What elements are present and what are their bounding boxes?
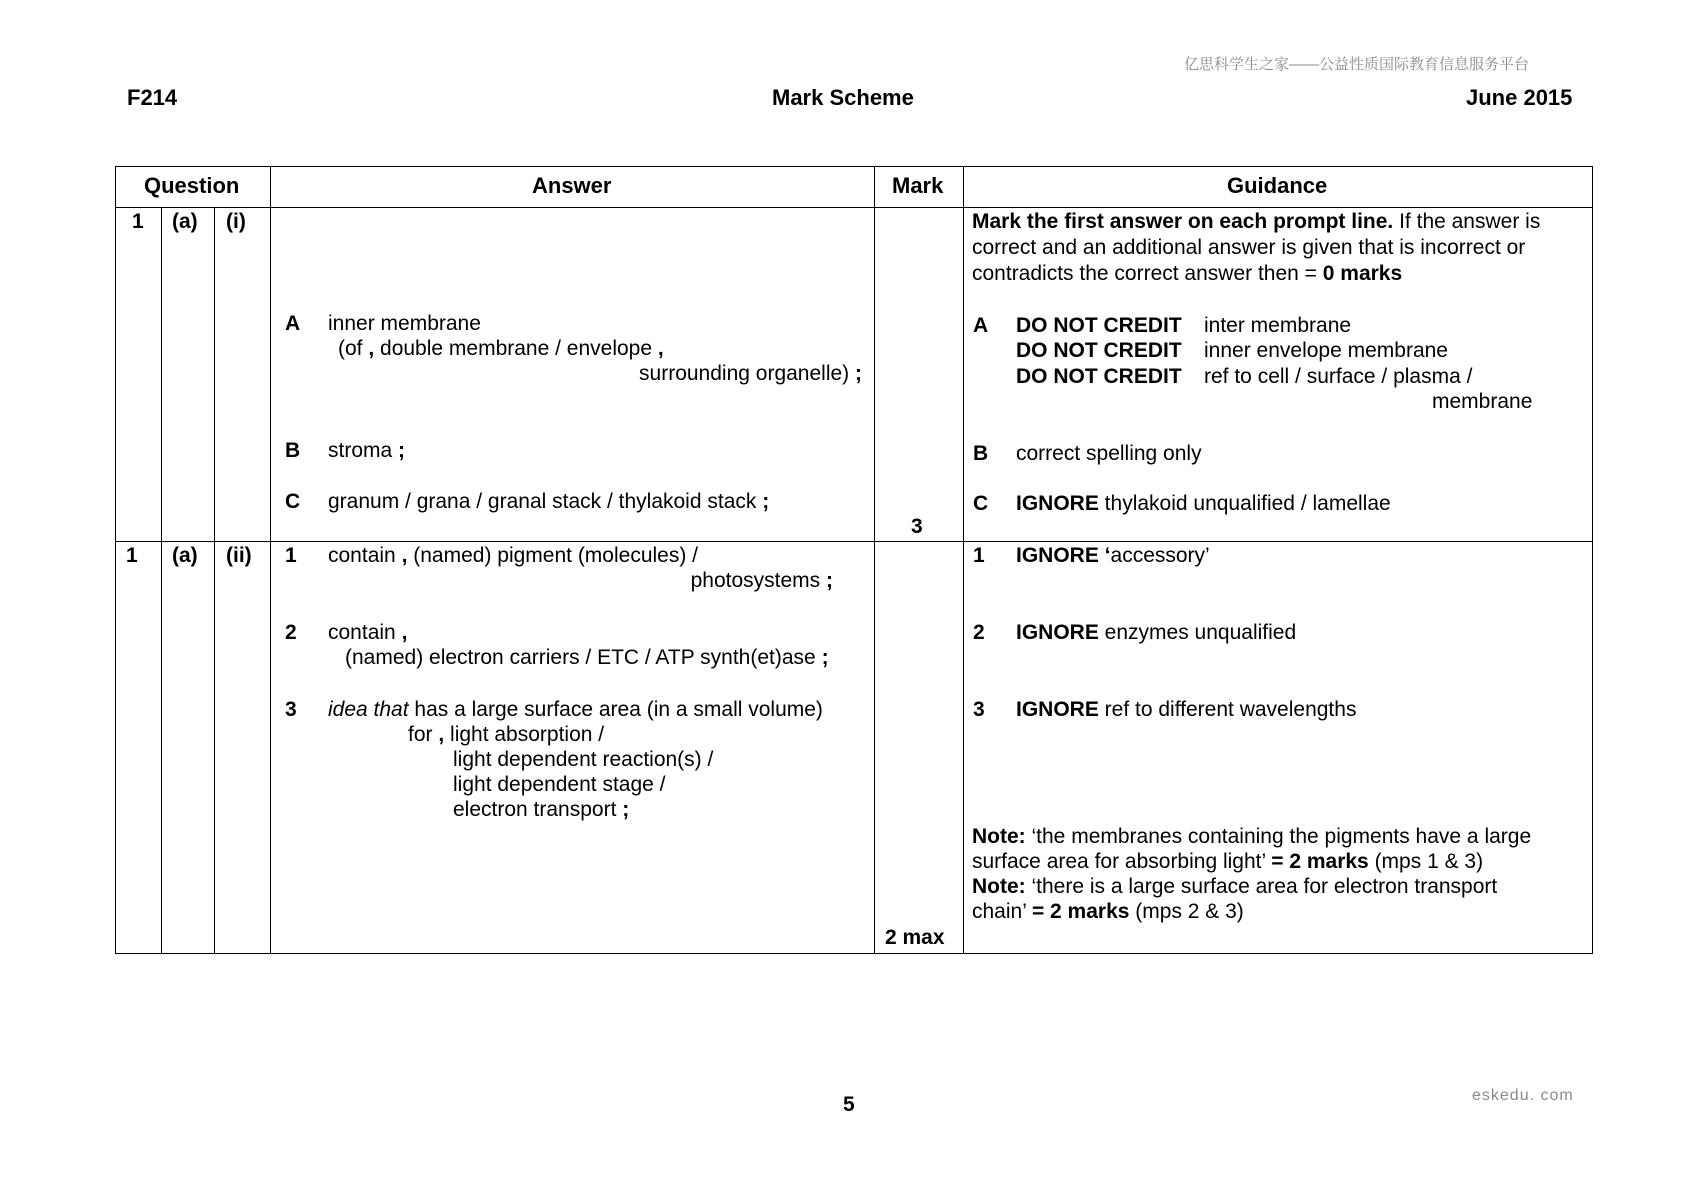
answer-text: for , light absorption /: [408, 723, 605, 746]
question-subpart: (i): [226, 210, 246, 233]
guidance-text: membrane: [1432, 390, 1533, 413]
guidance-text: DO NOT CREDIT: [1016, 365, 1182, 388]
answer-label-c: C: [285, 490, 301, 513]
answer-text: contain , (named) pigment (molecules) /: [328, 544, 699, 567]
answer-text: (of , double membrane / envelope ,: [338, 337, 664, 360]
answer-text: light dependent reaction(s) /: [453, 748, 714, 771]
guidance-note: surface area for absorbing light’ = 2 marks (mps 1 & 3): [972, 850, 1484, 873]
guidance-text: correct spelling only: [1016, 442, 1202, 465]
guidance-text: inner envelope membrane: [1204, 339, 1448, 362]
guidance-text: contradicts the correct answer then = 0 marks: [972, 262, 1403, 285]
guidance-text: IGNORE ‘accessory’: [1016, 544, 1210, 567]
question-part: (a): [172, 544, 198, 567]
guidance-text: IGNORE ref to different wavelengths: [1016, 698, 1357, 721]
answer-text: surrounding organelle) ;: [639, 362, 862, 385]
answer-text: idea that has a large surface area (in a small volume): [328, 698, 823, 721]
column-header-guidance: Guidance: [1227, 173, 1328, 198]
column-header-answer: Answer: [532, 173, 612, 198]
guidance-text: DO NOT CREDIT: [1016, 339, 1182, 362]
mark-value: 3: [911, 515, 923, 538]
answer-text: electron transport ;: [453, 798, 630, 821]
guidance-point-number: 2: [973, 621, 985, 644]
guidance-note: Note: ‘there is a large surface area for electron transport: [972, 875, 1498, 898]
exam-date: June 2015: [1466, 85, 1573, 110]
column-header-question: Question: [144, 173, 240, 198]
guidance-text: ref to cell / surface / plasma /: [1204, 365, 1473, 388]
page-number: 5: [843, 1093, 855, 1116]
watermark-top: 亿思科学生之家——公益性质国际教育信息服务平台: [1184, 56, 1530, 73]
answer-text: stroma ;: [328, 439, 406, 462]
guidance-note: Note: ‘the membranes containing the pigments have a large: [972, 825, 1532, 848]
guidance-label-a: A: [973, 314, 989, 337]
answer-text: granum / grana / granal stack / thylakoid stack ;: [328, 490, 770, 513]
answer-text: contain ,: [328, 621, 408, 644]
guidance-point-number: 1: [973, 544, 985, 567]
guidance-note: chain’ = 2 marks (mps 2 & 3): [972, 900, 1244, 923]
answer-label-b: B: [285, 439, 301, 462]
guidance-label-b: B: [973, 442, 989, 465]
question-number: 1: [126, 544, 138, 567]
guidance-text: Mark the first answer on each prompt line. If the answer is: [972, 210, 1541, 233]
guidance-text: IGNORE thylakoid unqualified / lamellae: [1016, 492, 1391, 515]
answer-point-number: 2: [285, 621, 297, 644]
question-number: 1: [132, 210, 144, 233]
answer-point-number: 1: [285, 544, 297, 567]
guidance-text: DO NOT CREDIT: [1016, 314, 1182, 337]
guidance-text: correct and an additional answer is given that is incorrect or: [972, 236, 1526, 259]
answer-text: light dependent stage /: [453, 773, 666, 796]
answer-text: photosystems ;: [690, 569, 833, 592]
column-header-mark: Mark: [892, 173, 944, 198]
guidance-point-number: 3: [973, 698, 985, 721]
answer-text: (named) electron carriers / ETC / ATP synth(et)ase ;: [345, 646, 829, 669]
question-subpart: (ii): [226, 544, 252, 567]
answer-label-a: A: [285, 312, 301, 335]
answer-point-number: 3: [285, 698, 297, 721]
guidance-text: IGNORE enzymes unqualified: [1016, 621, 1297, 644]
watermark-bottom: eskedu. com: [1472, 1087, 1574, 1104]
question-part: (a): [172, 210, 198, 233]
mark-value: 2 max: [885, 926, 945, 949]
paper-code: F214: [127, 85, 178, 110]
guidance-text: inter membrane: [1204, 314, 1352, 337]
guidance-label-c: C: [973, 492, 989, 515]
answer-text: inner membrane: [328, 312, 481, 335]
page-title: Mark Scheme: [772, 85, 914, 110]
